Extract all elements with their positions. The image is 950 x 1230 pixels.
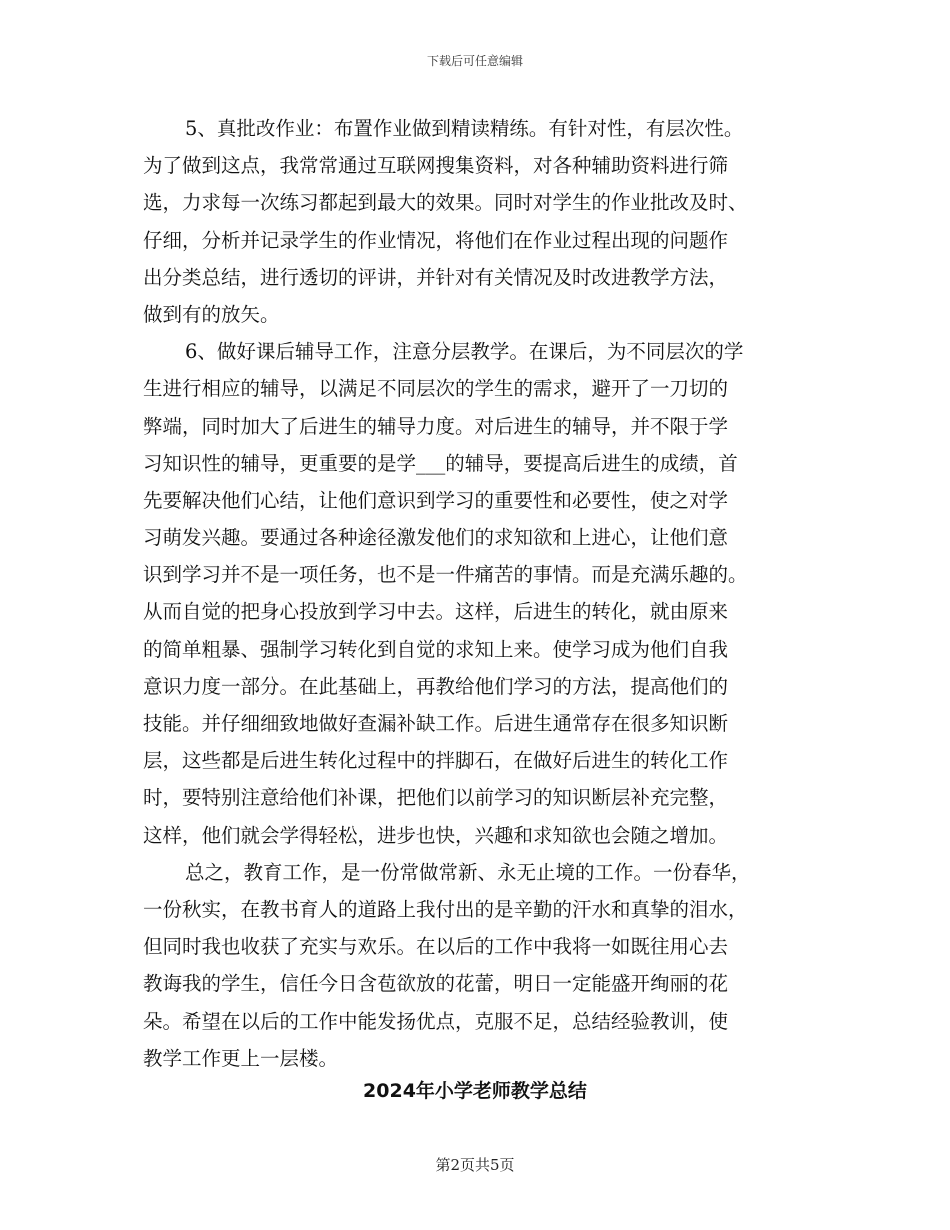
body-line: 一份秋实，在教书育人的道路上我付出的是辛勤的汗水和真挚的泪水， [143, 897, 748, 921]
page-header: 下载后可任意编辑 [426, 54, 523, 68]
section-title: 2024年小学老师教学总结 [363, 1080, 587, 1102]
body-line: 教学工作更上一层楼。 [143, 1046, 339, 1070]
body-line: 仔细，分析并记录学生的作业情况，将他们在作业过程出现的问题作 [143, 228, 729, 252]
body-line: 但同时我也收获了充实与欢乐。在以后的工作中我将一如既往用心去 [143, 935, 729, 959]
body-line: 习萌发兴趣。要通过各种途径激发他们的求知欲和上进心，让他们意 [143, 526, 729, 550]
body-line: 这样，他们就会学得轻松，进步也快，兴趣和求知欲也会随之增加。 [143, 823, 729, 847]
body-line: 习知识性的辅导，更重要的是学___的辅导，要提高后进生的成绩，首 [143, 451, 738, 475]
body-line: 识到学习并不是一项任务，也不是一件痛苦的事情。而是充满乐趣的。 [143, 563, 748, 587]
body-line: 做到有的放矢。 [143, 302, 280, 326]
body-line: 为了做到这点，我常常通过互联网搜集资料，对各种辅助资料进行筛 [143, 154, 729, 178]
body-line: 5、真批改作业：布置作业做到精读精练。有针对性，有层次性。 [185, 117, 744, 140]
body-line: 朵。希望在以后的工作中能发扬优点，克服不足，总结经验教训，使 [143, 1009, 729, 1033]
body-line: 时，要特别注意给他们补课，把他们以前学习的知识断层补充完整， [143, 786, 729, 810]
body-line: 的简单粗暴、强制学习转化到自觉的求知上来。使学习成为他们自我 [143, 637, 729, 661]
body-line: 意识力度一部分。在此基础上，再教给他们学习的方法，提高他们的 [143, 674, 729, 698]
body-line: 生进行相应的辅导，以满足不同层次的学生的需求，避开了一刀切的 [143, 377, 729, 401]
body-line: 层，这些都是后进生转化过程中的拌脚石，在做好后进生的转化工作 [143, 749, 729, 773]
body-line: 先要解决他们心结，让他们意识到学习的重要性和必要性，使之对学 [143, 488, 729, 512]
page-footer: 第2页共5页 [435, 1156, 515, 1174]
body-line: 弊端，同时加大了后进生的辅导力度。对后进生的辅导，并不限于学 [143, 414, 729, 438]
body-line: 技能。并仔细细致地做好查漏补缺工作。后进生通常存在很多知识断 [143, 712, 729, 735]
body-line: 选，力求每一次练习都起到最大的效果。同时对学生的作业批改及时、 [143, 191, 748, 215]
document-body [143, 110, 811, 1077]
body-line: 出分类总结，进行透切的评讲，并针对有关情况及时改进教学方法， [143, 265, 729, 289]
body-line: 6、做好课后辅导工作，注意分层教学。在课后，为不同层次的学 [185, 340, 744, 364]
body-line: 教诲我的学生，信任今日含苞欲放的花蕾，明日一定能盛开绚丽的花 [143, 972, 729, 996]
body-line: 从而自觉的把身心投放到学习中去。这样，后进生的转化，就由原来 [143, 600, 729, 624]
body-line: 总之，教育工作，是一份常做常新、永无止境的工作。一份春华， [185, 860, 751, 884]
